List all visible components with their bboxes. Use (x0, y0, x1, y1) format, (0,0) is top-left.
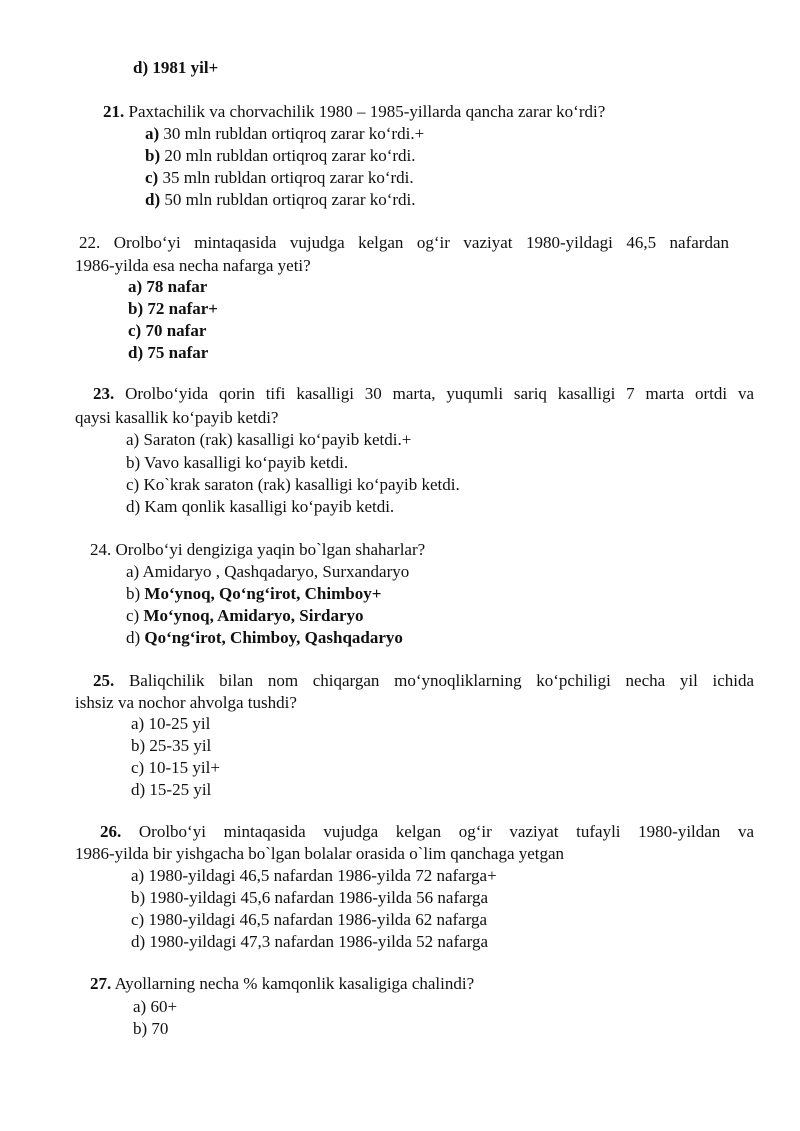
option-b: b) 1980-yildagi 45,6 nafardan 1986-yilda 56 nafarga (131, 888, 489, 907)
option-b: b) 70 (133, 1019, 169, 1038)
option-c: c) 70 nafar (128, 321, 207, 340)
question-number: 25. (93, 671, 115, 690)
question-text: Ayollarning necha % kamqonlik kasaligiga chalindi? (114, 974, 475, 993)
option-b: b) 25-35 yil (131, 736, 212, 755)
option-a: a) 30 mln rubldan ortiqroq zarar ko‘rdi.+ (145, 124, 425, 143)
option-b: b) 20 mln rubldan ortiqroq zarar ko‘rdi. (145, 146, 416, 165)
question-number: 22. (79, 233, 101, 252)
question-number: 27. (90, 974, 112, 993)
option-c: c) Mo‘ynoq, Amidaryo, Sirdaryo (126, 606, 364, 625)
option-b: b) 72 nafar+ (128, 299, 218, 318)
option-a: a) 10-25 yil (131, 714, 211, 733)
option-text: 1981 yil+ (152, 58, 219, 77)
question-text: Orolbo‘yi mintaqasida vujudga kelgan og‘ir vaziyat 1980-yildagi 46,5 nafardan (113, 233, 729, 252)
option-letter: d) (133, 58, 149, 77)
option-d: d) Qo‘ng‘irot, Chimboy, Qashqadaryo (126, 628, 403, 647)
question-text: Paxtachilik va chorvachilik 1980 – 1985-yillarda qancha zarar ko‘rdi? (128, 102, 606, 121)
option-a: a) 60+ (133, 997, 178, 1016)
question-text: Baliqchilik bilan nom chiqargan mo‘ynoqliklarning ko‘pchiligi necha yil ichida (128, 671, 755, 690)
question-22-line2: 1986-yilda esa necha nafarga yeti? (75, 256, 311, 275)
question-24 (90, 539, 425, 561)
option-a: a) Amidaryo , Qashqadaryo, Surxandaryo (126, 562, 410, 581)
question-23-line2: qaysi kasallik ko‘payib ketdi? (75, 408, 279, 427)
question-number: 26. (100, 822, 122, 841)
option-d: d) 75 nafar (128, 343, 209, 362)
option-d: d) 15-25 yil (131, 780, 212, 799)
option-d (133, 57, 218, 79)
option-d: d) 50 mln rubldan ortiqroq zarar ko‘rdi. (145, 190, 416, 209)
option-a: a) 1980-yildagi 46,5 nafardan 1986-yilda 72 nafarga+ (131, 866, 497, 885)
option-d: d) 1980-yildagi 47,3 nafardan 1986-yilda 52 nafarga (131, 932, 489, 951)
question-number: 21. (103, 102, 125, 121)
question-25 (93, 670, 754, 692)
question-23 (93, 383, 754, 405)
question-22 (79, 232, 729, 254)
option-d: d) Kam qonlik kasalligi ko‘payib ketdi. (126, 497, 395, 516)
question-26-line2: 1986-yilda bir yishgacha bo`lgan bolalar orasida o`lim qanchaga yetgan (75, 844, 565, 863)
question-text: Orolbo‘yi dengiziga yaqin bo`lgan shaharlar? (115, 540, 426, 559)
option-c: c) 1980-yildagi 46,5 nafardan 1986-yilda 62 nafarga (131, 910, 488, 929)
option-b: b) Mo‘ynoq, Qo‘ng‘irot, Chimboy+ (126, 584, 382, 603)
option-a: a) 78 nafar (128, 277, 208, 296)
question-21 (103, 101, 605, 123)
option-b: b) Vavo kasalligi ko‘payib ketdi. (126, 453, 349, 472)
option-a: a) Saraton (rak) kasalligi ko‘payib ketdi.+ (126, 430, 412, 449)
question-number: 24. (90, 540, 112, 559)
option-c: c) 35 mln rubldan ortiqroq zarar ko‘rdi. (145, 168, 414, 187)
question-25-line2: ishsiz va nochor ahvolga tushdi? (75, 693, 297, 712)
option-c: c) Ko`krak saraton (rak) kasalligi ko‘payib ketdi. (126, 475, 460, 494)
option-c: c) 10-15 yil+ (131, 758, 220, 777)
question-text: Orolbo‘yida qorin tifi kasalligi 30 marta, yuqumli sariq kasalligi 7 marta ortdi va (125, 384, 754, 403)
question-27 (90, 973, 474, 995)
question-26 (100, 821, 754, 843)
question-number: 23. (93, 384, 115, 403)
question-text: Orolbo‘yi mintaqasida vujudga kelgan og‘ir vaziyat tufayli 1980-yildan va (138, 822, 754, 841)
